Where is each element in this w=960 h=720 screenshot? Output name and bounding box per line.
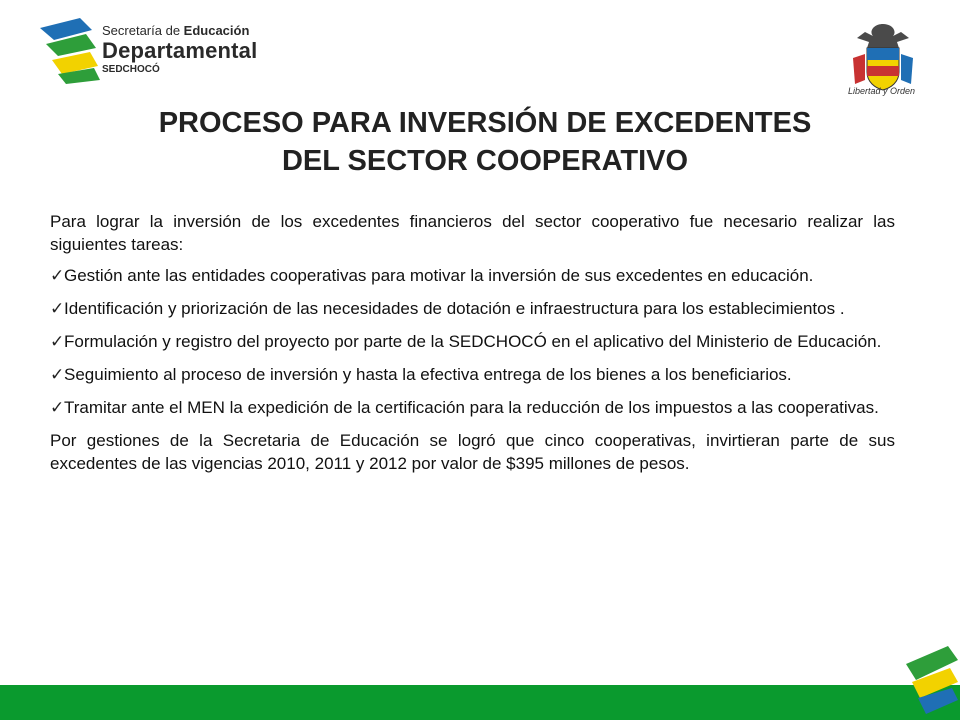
check-icon: ✓ xyxy=(50,332,65,351)
intro-paragraph: Para lograr la inversión de los excedentes financieros del sector cooperativo fue necesario realizar las siguientes tareas: xyxy=(50,212,895,254)
logo-line3: SEDCHOCÓ xyxy=(102,64,160,75)
logo-stripes-icon xyxy=(40,18,102,84)
check-icon: ✓ xyxy=(50,365,65,384)
task-text: Seguimiento al proceso de inversión y hasta la efectiva entrega de los bienes a los beneficiarios. xyxy=(64,365,792,384)
logo-line1: Secretaría de Educación xyxy=(102,23,250,38)
check-icon: ✓ xyxy=(50,266,65,285)
task-text: Identificación y priorización de las necesidades de dotación e infraestructura para los establecimientos . xyxy=(64,299,845,318)
title-line2: DEL SECTOR COOPERATIVO xyxy=(281,145,689,177)
task-item xyxy=(50,264,895,287)
task-item xyxy=(50,363,895,386)
check-icon: ✓ xyxy=(50,299,65,318)
crest-motto: Libertad y Orden xyxy=(848,86,916,96)
sedchoco-logo xyxy=(40,18,280,84)
task-text: Formulación y registro del proyecto por parte de la SEDCHOCÓ en el aplicativo del Ministerio de Educación. xyxy=(64,332,882,351)
task-item xyxy=(50,297,895,320)
closing-paragraph: Por gestiones de la Secretaria de Educación se logró que cinco cooperativas, invirtieran parte de sus excedentes de las vigencias 2010, 2011 y 2012 por valor de $395 millones de pesos. xyxy=(50,431,895,473)
page-title xyxy=(40,104,930,180)
task-list xyxy=(50,264,895,419)
body-content xyxy=(50,210,895,483)
task-item xyxy=(50,396,895,419)
task-text: Tramitar ante el MEN la expedición de la certificación para la reducción de los impuestos a las cooperativas. xyxy=(64,398,879,417)
task-text: Gestión ante las entidades cooperativas para motivar la inversión de sus excedentes en educación. xyxy=(64,266,814,285)
bottom-green-bar xyxy=(0,685,960,720)
corner-stripes-icon xyxy=(900,640,960,720)
title-line1: PROCESO PARA INVERSIÓN DE EXCEDENTES xyxy=(158,107,812,139)
task-item xyxy=(50,330,895,353)
logo-line2: Departamental xyxy=(102,38,258,63)
check-icon: ✓ xyxy=(50,398,65,417)
